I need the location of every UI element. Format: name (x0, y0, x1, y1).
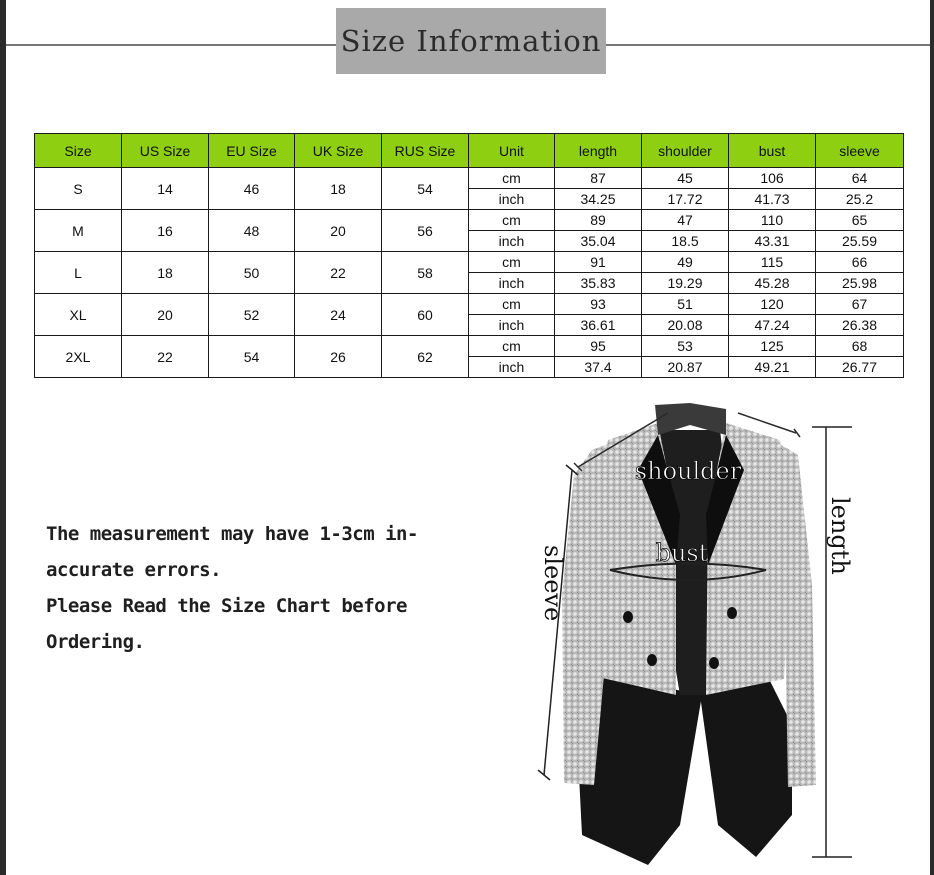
note-line: accurate errors. (46, 559, 222, 581)
shoulder-cell: 20.08 (642, 315, 729, 336)
unit-cell: inch (469, 357, 555, 378)
bust-cell: 41.73 (729, 189, 816, 210)
size-cell: 2XL (35, 336, 122, 378)
right-border (930, 0, 934, 875)
shoulder-cell: 49 (642, 252, 729, 273)
sleeve-cell: 25.2 (816, 189, 904, 210)
sleeve-cell: 64 (816, 168, 904, 189)
us-size-cell: 22 (122, 336, 209, 378)
table-row (35, 210, 904, 231)
uk-size-cell: 26 (295, 336, 382, 378)
table-row (35, 336, 904, 357)
size-chart-table (34, 133, 904, 378)
sleeve-cell: 26.77 (816, 357, 904, 378)
shoulder-label: shoulder (634, 457, 742, 485)
tailcoat-measurement-diagram (530, 395, 860, 870)
length-cell: 37.4 (555, 357, 642, 378)
note-line: Ordering. (46, 631, 145, 653)
rus-size-cell: 58 (382, 252, 469, 294)
us-size-cell: 14 (122, 168, 209, 210)
shoulder-cell: 47 (642, 210, 729, 231)
shoulder-cell: 20.87 (642, 357, 729, 378)
bust-cell: 45.28 (729, 273, 816, 294)
size-cell: L (35, 252, 122, 294)
uk-size-cell: 20 (295, 210, 382, 252)
length-cell: 95 (555, 336, 642, 357)
eu-size-cell: 52 (209, 294, 295, 336)
unit-cell: inch (469, 231, 555, 252)
uk-size-cell: 18 (295, 168, 382, 210)
sleeve-cell: 67 (816, 294, 904, 315)
table-row (35, 252, 904, 273)
unit-cell: cm (469, 252, 555, 273)
bust-cell: 125 (729, 336, 816, 357)
us-size-cell: 16 (122, 210, 209, 252)
title-divider-left (6, 44, 336, 46)
header-size: Size (35, 134, 122, 168)
rus-size-cell: 54 (382, 168, 469, 210)
sleeve-cell: 66 (816, 252, 904, 273)
bust-label: bust (655, 539, 709, 567)
unit-cell: cm (469, 336, 555, 357)
header-length: length (555, 134, 642, 168)
shoulder-cell: 19.29 (642, 273, 729, 294)
us-size-cell: 20 (122, 294, 209, 336)
rus-size-cell: 62 (382, 336, 469, 378)
length-measure-line (812, 427, 852, 857)
header-bust: bust (729, 134, 816, 168)
shoulder-cell: 51 (642, 294, 729, 315)
header-shoulder: shoulder (642, 134, 729, 168)
bust-cell: 49.21 (729, 357, 816, 378)
note-line: The measurement may have 1-3cm in- (46, 523, 418, 545)
size-cell: M (35, 210, 122, 252)
shoulder-cell: 45 (642, 168, 729, 189)
sleeve-label: sleeve (539, 545, 567, 622)
header-uk-size: UK Size (295, 134, 382, 168)
header-eu-size: EU Size (209, 134, 295, 168)
uk-size-cell: 22 (295, 252, 382, 294)
unit-cell: inch (469, 273, 555, 294)
unit-cell: cm (469, 294, 555, 315)
header-sleeve: sleeve (816, 134, 904, 168)
header-us-size: US Size (122, 134, 209, 168)
bust-cell: 43.31 (729, 231, 816, 252)
unit-cell: cm (469, 210, 555, 231)
length-cell: 87 (555, 168, 642, 189)
eu-size-cell: 50 (209, 252, 295, 294)
note-line: Please Read the Size Chart before (46, 595, 407, 617)
length-cell: 35.83 (555, 273, 642, 294)
rus-size-cell: 56 (382, 210, 469, 252)
shoulder-cell: 17.72 (642, 189, 729, 210)
length-cell: 91 (555, 252, 642, 273)
size-cell: S (35, 168, 122, 210)
sleeve-cell: 25.98 (816, 273, 904, 294)
bust-cell: 120 (729, 294, 816, 315)
unit-cell: cm (469, 168, 555, 189)
length-label: length (826, 497, 854, 575)
sleeve-cell: 26.38 (816, 315, 904, 336)
measurement-note (46, 516, 466, 660)
page-title: Size Information (336, 8, 606, 74)
table-row (35, 294, 904, 315)
bust-cell: 106 (729, 168, 816, 189)
bust-cell: 115 (729, 252, 816, 273)
unit-cell: inch (469, 315, 555, 336)
length-cell: 34.25 (555, 189, 642, 210)
header-rus-size: RUS Size (382, 134, 469, 168)
shoulder-cell: 18.5 (642, 231, 729, 252)
sleeve-cell: 68 (816, 336, 904, 357)
header-unit: Unit (469, 134, 555, 168)
eu-size-cell: 46 (209, 168, 295, 210)
unit-cell: inch (469, 189, 555, 210)
size-cell: XL (35, 294, 122, 336)
length-cell: 36.61 (555, 315, 642, 336)
eu-size-cell: 54 (209, 336, 295, 378)
table-row (35, 168, 904, 189)
sleeve-cell: 65 (816, 210, 904, 231)
bust-cell: 47.24 (729, 315, 816, 336)
uk-size-cell: 24 (295, 294, 382, 336)
us-size-cell: 18 (122, 252, 209, 294)
title-divider-right (606, 44, 930, 46)
length-cell: 35.04 (555, 231, 642, 252)
shoulder-cell: 53 (642, 336, 729, 357)
length-cell: 89 (555, 210, 642, 231)
length-cell: 93 (555, 294, 642, 315)
eu-size-cell: 48 (209, 210, 295, 252)
rus-size-cell: 60 (382, 294, 469, 336)
table-header-row (35, 134, 904, 168)
bust-cell: 110 (729, 210, 816, 231)
left-border (0, 0, 6, 875)
sleeve-cell: 25.59 (816, 231, 904, 252)
